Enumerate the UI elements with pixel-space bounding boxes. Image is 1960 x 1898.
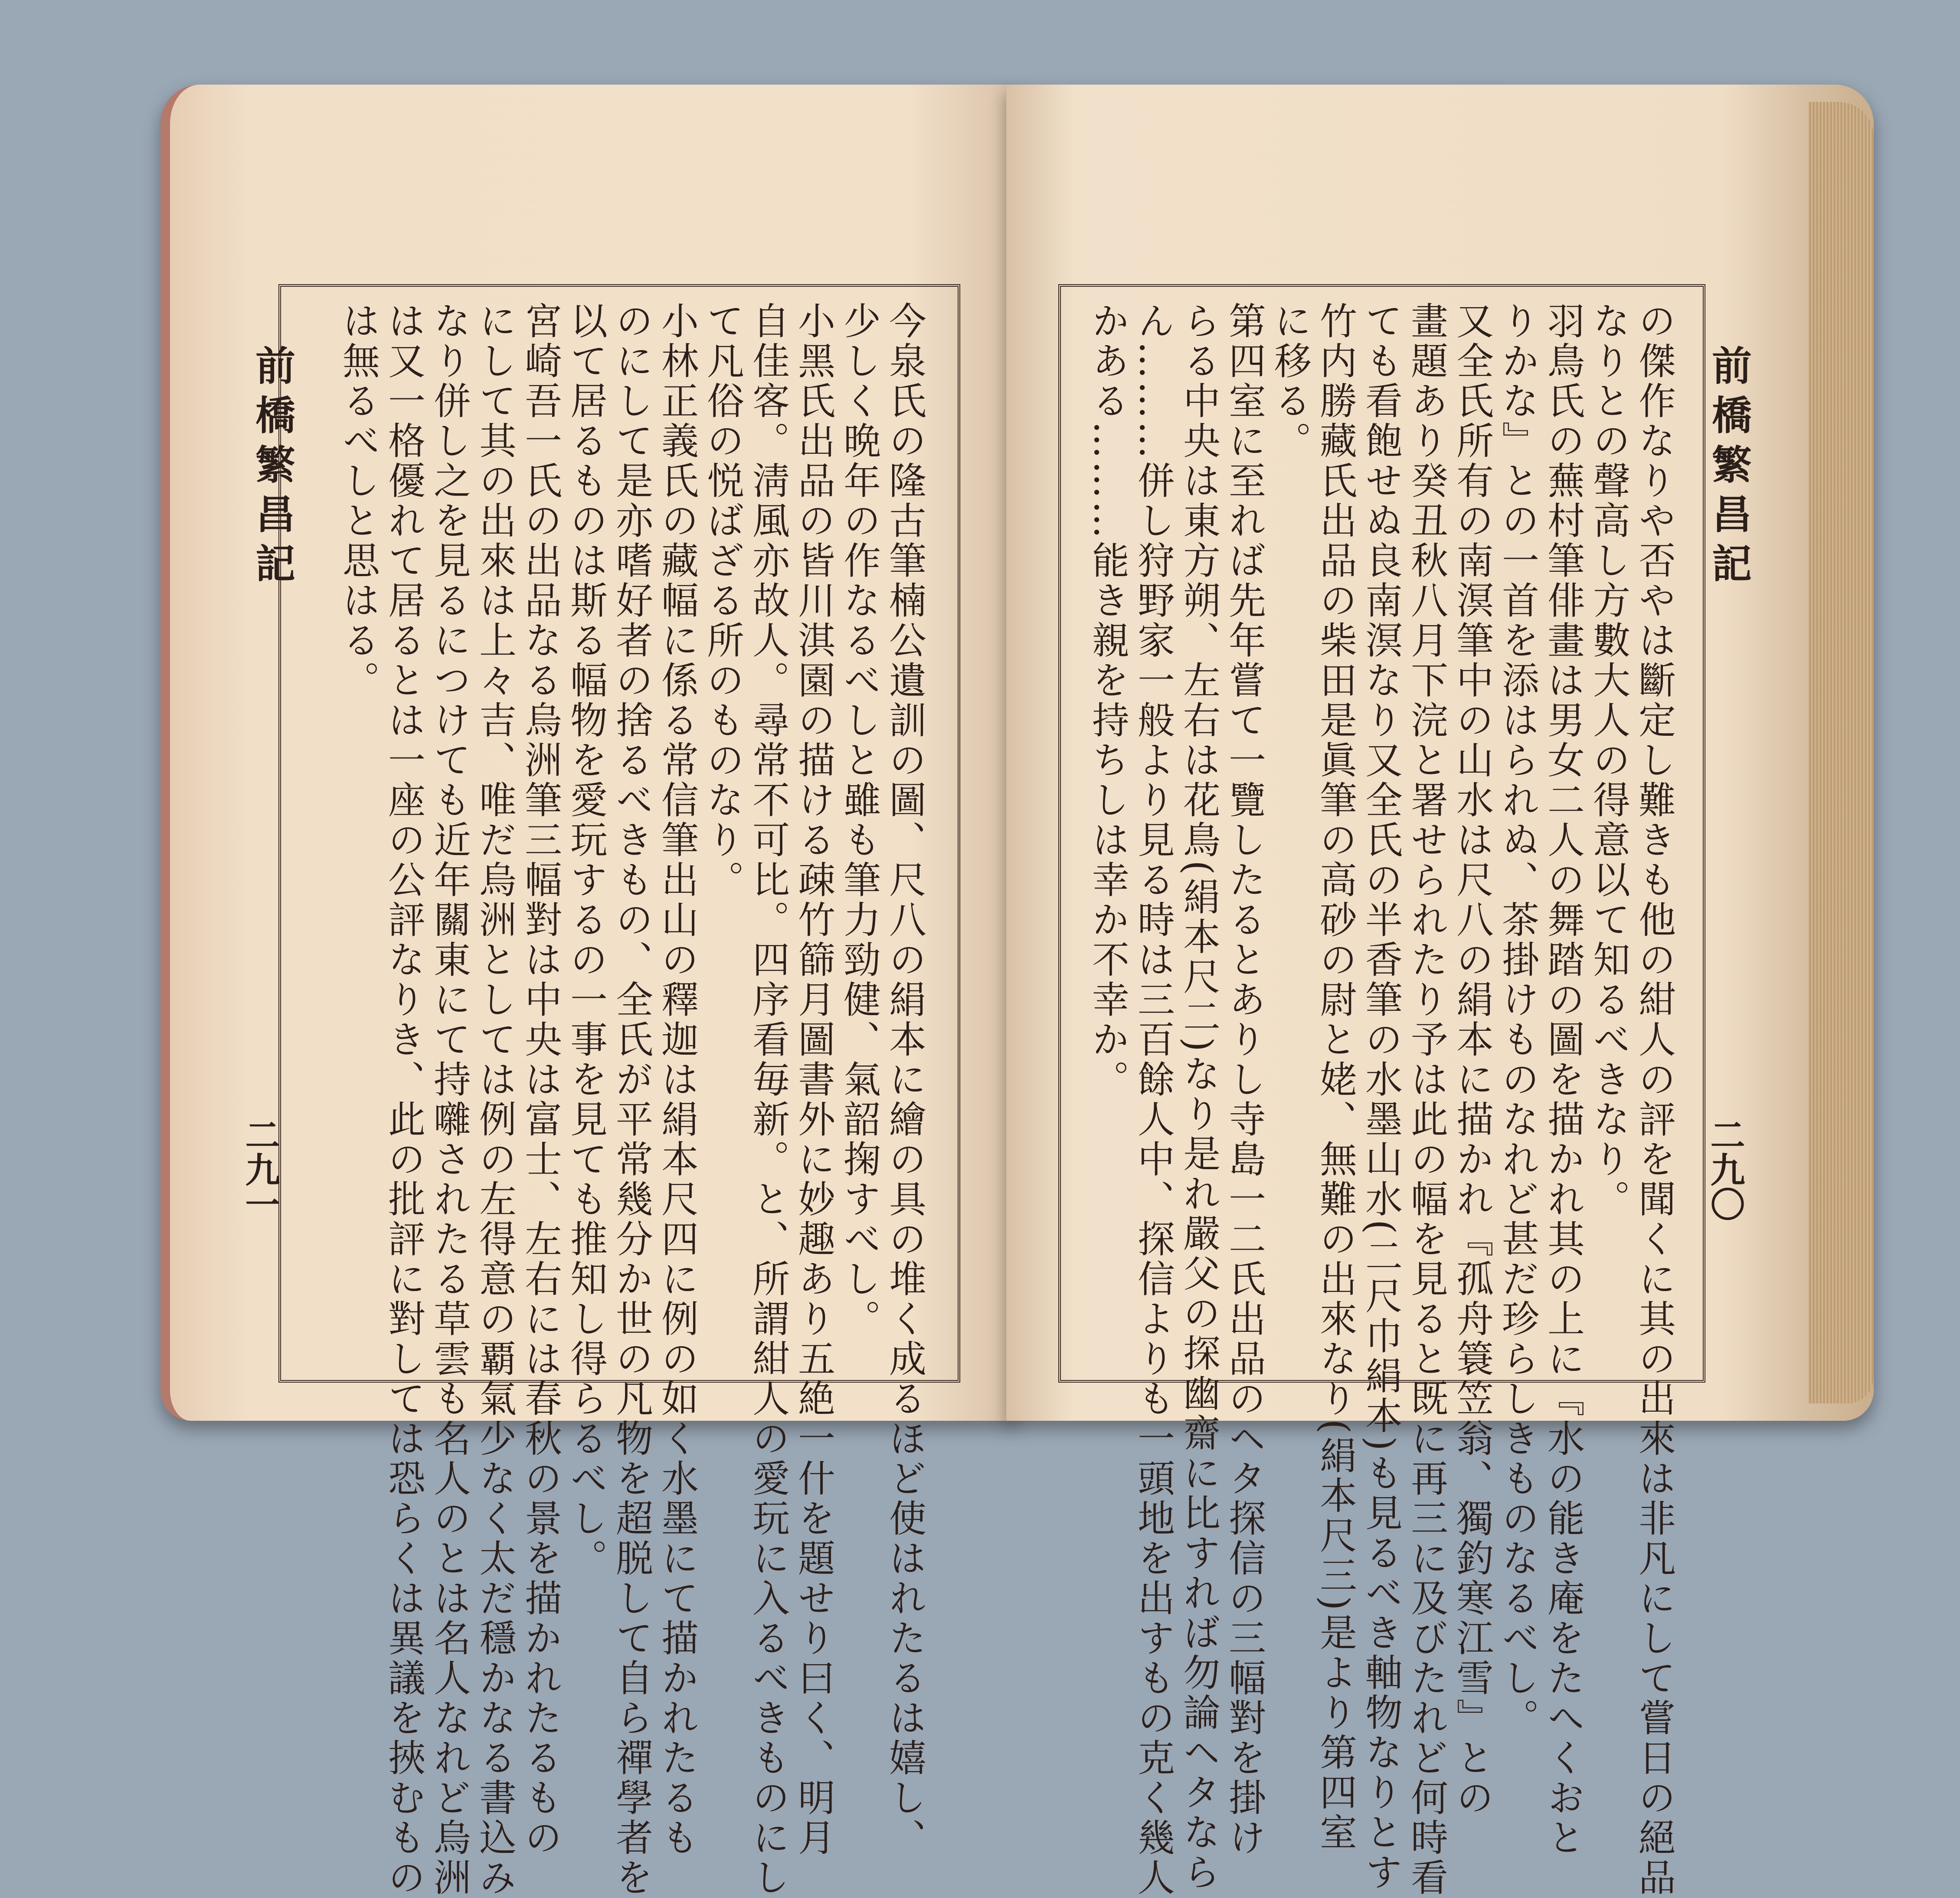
text-column: は無るべしと思はる。: [336, 302, 380, 701]
right-page: [1006, 85, 1874, 1898]
left-page: [160, 85, 1016, 1898]
text-column: かある………能き親を持ちしは幸か不幸か。: [1086, 302, 1129, 1100]
text-column: らる中央は東方朔、左右は花鳥(絹本尺二)なり是れ嚴父の探幽齋に比すれば勿論ヘタなら: [1177, 302, 1220, 1893]
text-column: 第四室に至れば先年嘗て一覽したるとありし寺島一二氏出品のヘタ探信の三幅對を掛け: [1222, 302, 1266, 1858]
text-column: 今泉氏の隆古筆楠公遺訓の圖、尺八の絹本に繪の具の堆く成るほど使はれたるは嬉し、: [883, 302, 926, 1858]
text-column: 自佳客。淸風亦故人。尋常不可比。四序看毎新。と、所謂紺人の愛玩に入るべきものにし: [746, 302, 789, 1898]
text-column: にして其の出來は上々吉、唯だ烏洲としては例の左得意の覇氣少なく太だ穩かなる書込み: [473, 302, 516, 1898]
text-column: に移る。: [1268, 302, 1311, 461]
text-column: ん………併し狩野家一般より見る時は三百餘人中、探信よりも一頭地を出すもの克く幾人: [1131, 302, 1175, 1898]
text-column: 小黑氏出品の皆川淇園の描ける疎竹篩月圖書外に妙趣あり五絶一什を題せり曰く、明月: [792, 302, 835, 1858]
page-edges: [1809, 102, 1874, 1403]
running-title-left: 前橋繁昌記: [249, 345, 296, 592]
text-column: 小林正義氏の藏幅に係る常信筆出山の釋迦は絹本尺四に例の如く水墨にて描かれたるも: [655, 302, 698, 1858]
text-column: は又一格優れて居るとは一座の公評なりき、此の批評に對しては恐らくは異議を挾むもの: [382, 302, 425, 1898]
text-column: 宮崎吾一氏の出品なる烏洲筆三幅對は中央は富士、左右には春秋の景を描かれたるもの: [518, 302, 562, 1858]
text-column: て凡俗の悦ばざる所のものなり。: [700, 302, 744, 900]
text-column: 羽鳥氏の蕪村筆俳畫は男女二人の舞踏の圖を描かれ其の上に『水の能き庵をたへくおと: [1541, 302, 1584, 1858]
text-column: 又全氏所有の南溟筆中の山水は尺八の絹本に描かれ『孤舟簑笠翁、獨釣寒江雪』との: [1450, 302, 1493, 1818]
page-number-left: 二九一: [239, 1117, 280, 1221]
text-column: 畫題あり癸丑秋八月下浣と署せられたり予は此の幅を見ると既に再三に及びたれど何時看: [1404, 302, 1448, 1898]
text-column: 少しく晩年の作なるべしと雖も筆力勁健、氣韶掬すべし。: [837, 302, 880, 1339]
text-column: 以て居るものは斯る幅物を愛玩するの一事を見ても推知し得らるべし。: [564, 302, 607, 1579]
open-book: [160, 85, 1878, 1898]
text-column: のにして是亦嗜好者の捨るべきもの、全氏が平常幾分か世の凡物を超脱して自ら禪學者を: [609, 302, 653, 1898]
text-column: の傑作なりや否やは斷定し難きも他の紺人の評を聞くに其の出來は非凡にして嘗日の絕品: [1632, 302, 1675, 1898]
text-column: ても看飽せぬ良南溟なり又全氏の半香筆の水墨山水(二尺巾絹本)も見るべき軸物なりとす: [1359, 302, 1402, 1893]
text-column: なり併し之を見るにつけても近年關東にて持囃されたる草雲も名人のとは名人なれど烏洲: [427, 302, 471, 1898]
page-number-right: 二九〇: [1705, 1117, 1745, 1221]
running-title-right: 前橋繁昌記: [1705, 345, 1752, 592]
text-column: りかな』との一首を添はられぬ、茶掛けものなれど甚だ珍らしきものなるべし。: [1495, 302, 1539, 1738]
text-column: 竹内勝藏氏出品の柴田是眞筆の高砂の尉と姥、無難の出來なり(絹本尺三)是より第四室: [1313, 302, 1357, 1853]
text-column: なりとの聲高し方數大人の得意以て知るべきなり。: [1587, 302, 1630, 1219]
